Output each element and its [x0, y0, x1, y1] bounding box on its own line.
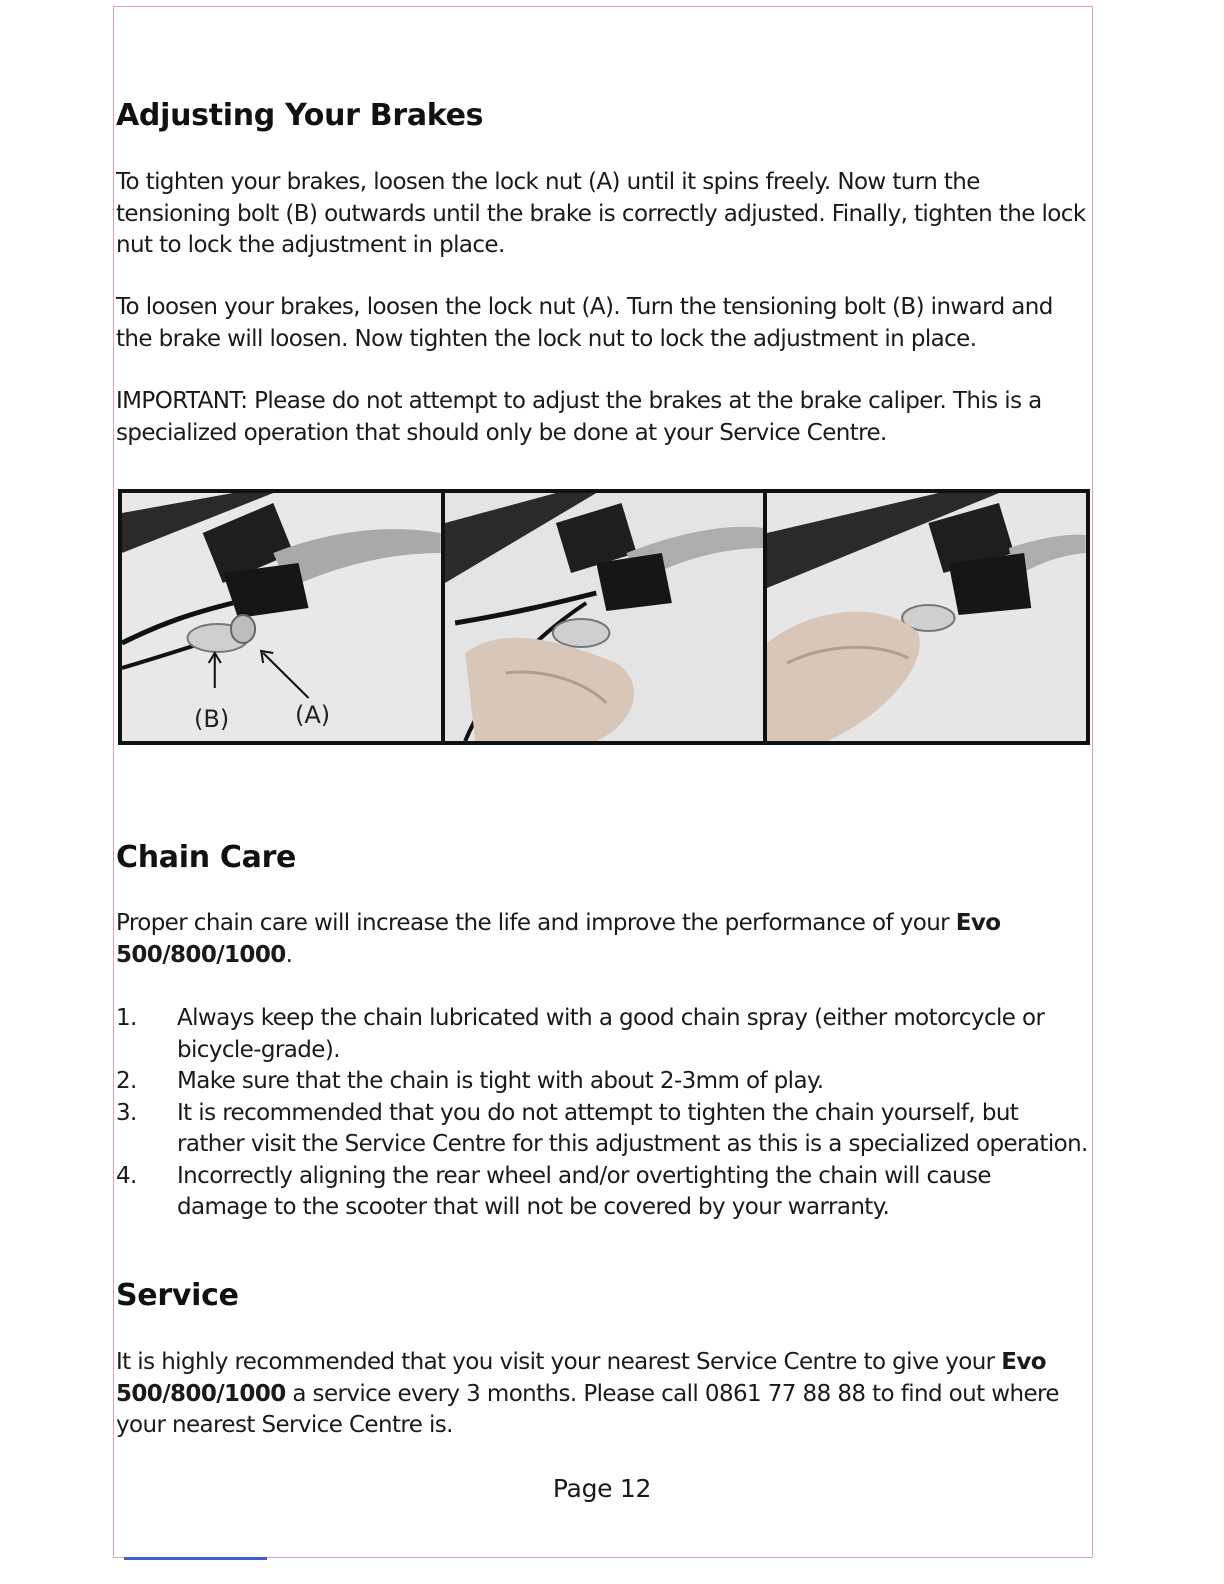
label-a: (A) [295, 701, 331, 729]
brake-photo-2 [445, 493, 764, 741]
page-number: Page 12 [552, 1474, 652, 1503]
list-item [116, 1066, 1088, 1098]
chain-care-list [116, 1003, 1088, 1224]
brake-photo-1 [122, 493, 441, 741]
list-item [116, 1003, 1088, 1066]
list-item-text: Incorrectly aligning the rear wheel and/or overtighting the chain will cause damage to the scooter that will not be covered by your warranty. [177, 1162, 991, 1220]
service-paragraph [116, 1347, 1088, 1442]
list-item-text: Make sure that the chain is tight with about 2-3mm of play. [177, 1068, 824, 1094]
list-item-number: 2. [116, 1068, 137, 1094]
chain-care-heading: Chain Care [116, 840, 297, 875]
service-text-start: It is highly recommended that you visit your nearest Service Centre to give your [116, 1349, 1002, 1375]
label-b: (B) [194, 705, 230, 733]
list-item-number: 3. [116, 1099, 137, 1126]
list-item [116, 1161, 1088, 1224]
brake-photo-strip [118, 489, 1090, 745]
brakes-important-paragraph: IMPORTANT: Please do not attempt to adjust the brakes at the brake caliper. This is a specialized operation that should only be done at your Service Centre. [116, 388, 1042, 446]
chain-care-intro-model: Evo 500/800/1000 [116, 910, 1001, 968]
list-item-text: Always keep the chain lubricated with a good chain spray (either motorcycle or bicycle-grade). [177, 1005, 1045, 1063]
brake-lever-illustration-3 [767, 493, 1086, 741]
list-item [116, 1098, 1088, 1161]
brake-lever-illustration-2 [445, 493, 764, 741]
service-model: Evo 500/800/1000 [116, 1349, 1046, 1407]
service-text-end: a service every 3 months. Please call 0861 77 88 88 to find out where your nearest Service Centre is. [116, 1380, 1059, 1438]
brake-lever-illustration-1 [122, 493, 441, 741]
bottom-link-underline [124, 1557, 267, 1560]
chain-care-intro-text: Proper chain care will increase the life and improve the performance of your [116, 910, 956, 936]
list-item-number: 1. [116, 1005, 137, 1031]
chain-care-intro-end: . [285, 941, 293, 968]
brakes-loosen-paragraph: To loosen your brakes, loosen the lock nut (A). Turn the tensioning bolt (B) inward and the brake will loosen. Now tighten the lock nut to lock the adjustment in place. [116, 294, 1053, 352]
service-heading: Service [116, 1278, 239, 1313]
brakes-heading: Adjusting Your Brakes [116, 98, 484, 133]
chain-care-intro [116, 908, 1088, 971]
brake-photo-3 [767, 493, 1086, 741]
list-item-number: 4. [116, 1162, 137, 1189]
list-item-text: It is recommended that you do not attempt to tighten the chain yourself, but rather visit the Service Centre for this adjustment as this is a specialized operation. [177, 1099, 1088, 1157]
brakes-tighten-paragraph: To tighten your brakes, loosen the lock nut (A) until it spins freely. Now turn the tensioning bolt (B) outwards until the brake is correctly adjusted. Finally, tighten the lock nut to lock the adjustment in place. [116, 169, 1086, 258]
